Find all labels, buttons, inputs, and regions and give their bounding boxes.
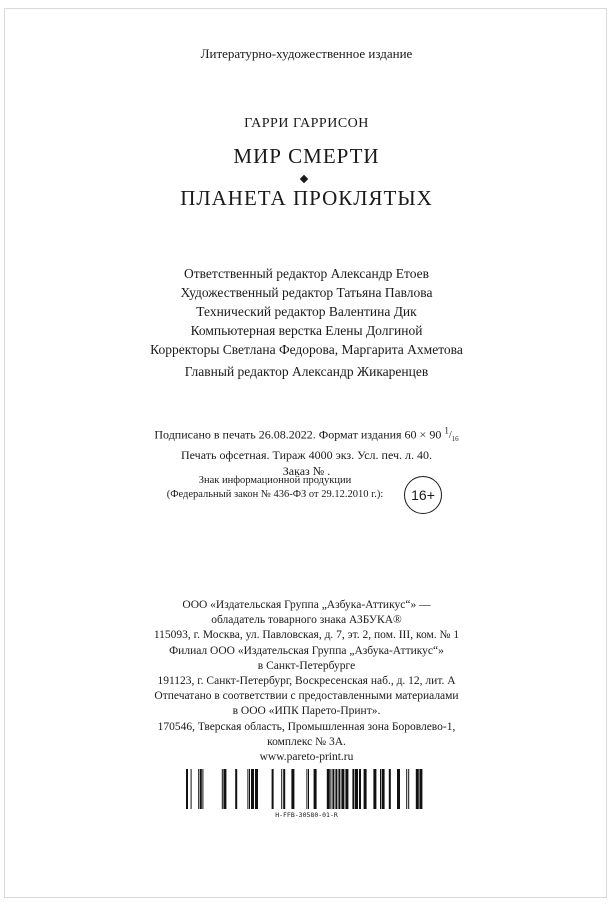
publisher-block xyxy=(0,598,613,765)
publisher-line: комплекс № 3А. xyxy=(267,735,346,748)
publisher-website: www.pareto-print.ru xyxy=(259,751,354,764)
chief-editor: Главный редактор Александр Жикаренцев xyxy=(184,364,429,379)
format-fraction: $^1/_{16}$ xyxy=(444,426,459,444)
print-info-line: Печать офсетная. Тираж 4000 экз. Усл. печ. л. 40. xyxy=(180,448,433,463)
barcode-text: H-FFB-30580-01-R xyxy=(275,811,338,819)
genre-label: Литературно-художественное издание xyxy=(200,46,413,61)
credit-line: Технический редактор Валентина Дик xyxy=(196,304,417,319)
product-sign-text: Знак информационной продукции (Федеральный закон № 436-ФЗ от 29.12.2010 г.): xyxy=(166,475,384,500)
credit-line: Ответственный редактор Александр Етоев xyxy=(183,266,430,281)
publisher-line: Отпечатано в соответствии с предоставленными материалами xyxy=(154,690,459,703)
publisher-line: в ООО «ИПК Парето-Принт». xyxy=(232,705,381,718)
publisher-line: в Санкт-Петербурге xyxy=(257,659,356,672)
publisher-line: Филиал ООО «Издательская Группа „Азбука-Аттикус“» xyxy=(169,644,444,657)
book-title-2: ПЛАНЕТА ПРОКЛЯТЫХ xyxy=(180,186,433,210)
barcode-icon xyxy=(186,769,426,809)
publisher-line: обладатель товарного знака АЗБУКА® xyxy=(211,614,402,627)
publisher-line: ООО «Издательская Группа „Азбука-Аттикус“» — xyxy=(182,599,431,611)
publisher-line: 191123, г. Санкт-Петербург, Воскресенская наб., д. 12, лит. А xyxy=(157,675,456,688)
credit-line: Художественный редактор Татьяна Павлова xyxy=(180,285,433,300)
print-signed-format: Подписано в печать 26.08.2022. Формат издания 60 × 90 xyxy=(154,427,442,442)
age-rating-badge: 16+ xyxy=(404,476,442,514)
order-number: Заказ № . xyxy=(282,464,331,479)
print-info-line xyxy=(0,423,613,447)
credit-line: Корректоры Светлана Федорова, Маргарита Ахметова xyxy=(150,342,463,357)
publisher-line: 115093, г. Москва, ул. Павловская, д. 7, эт. 2, пом. III, ком. № 1 xyxy=(153,629,460,642)
credit-line: Компьютерная верстка Елены Долгиной xyxy=(190,323,423,338)
author-name: ГАРРИ ГАРРИСОН xyxy=(244,116,369,131)
book-title-1: МИР СМЕРТИ xyxy=(233,144,380,168)
credits-block xyxy=(0,264,613,359)
print-info xyxy=(0,423,613,479)
publisher-line: 170546, Тверская область, Промышленная зона Боровлево-1, xyxy=(157,720,456,733)
